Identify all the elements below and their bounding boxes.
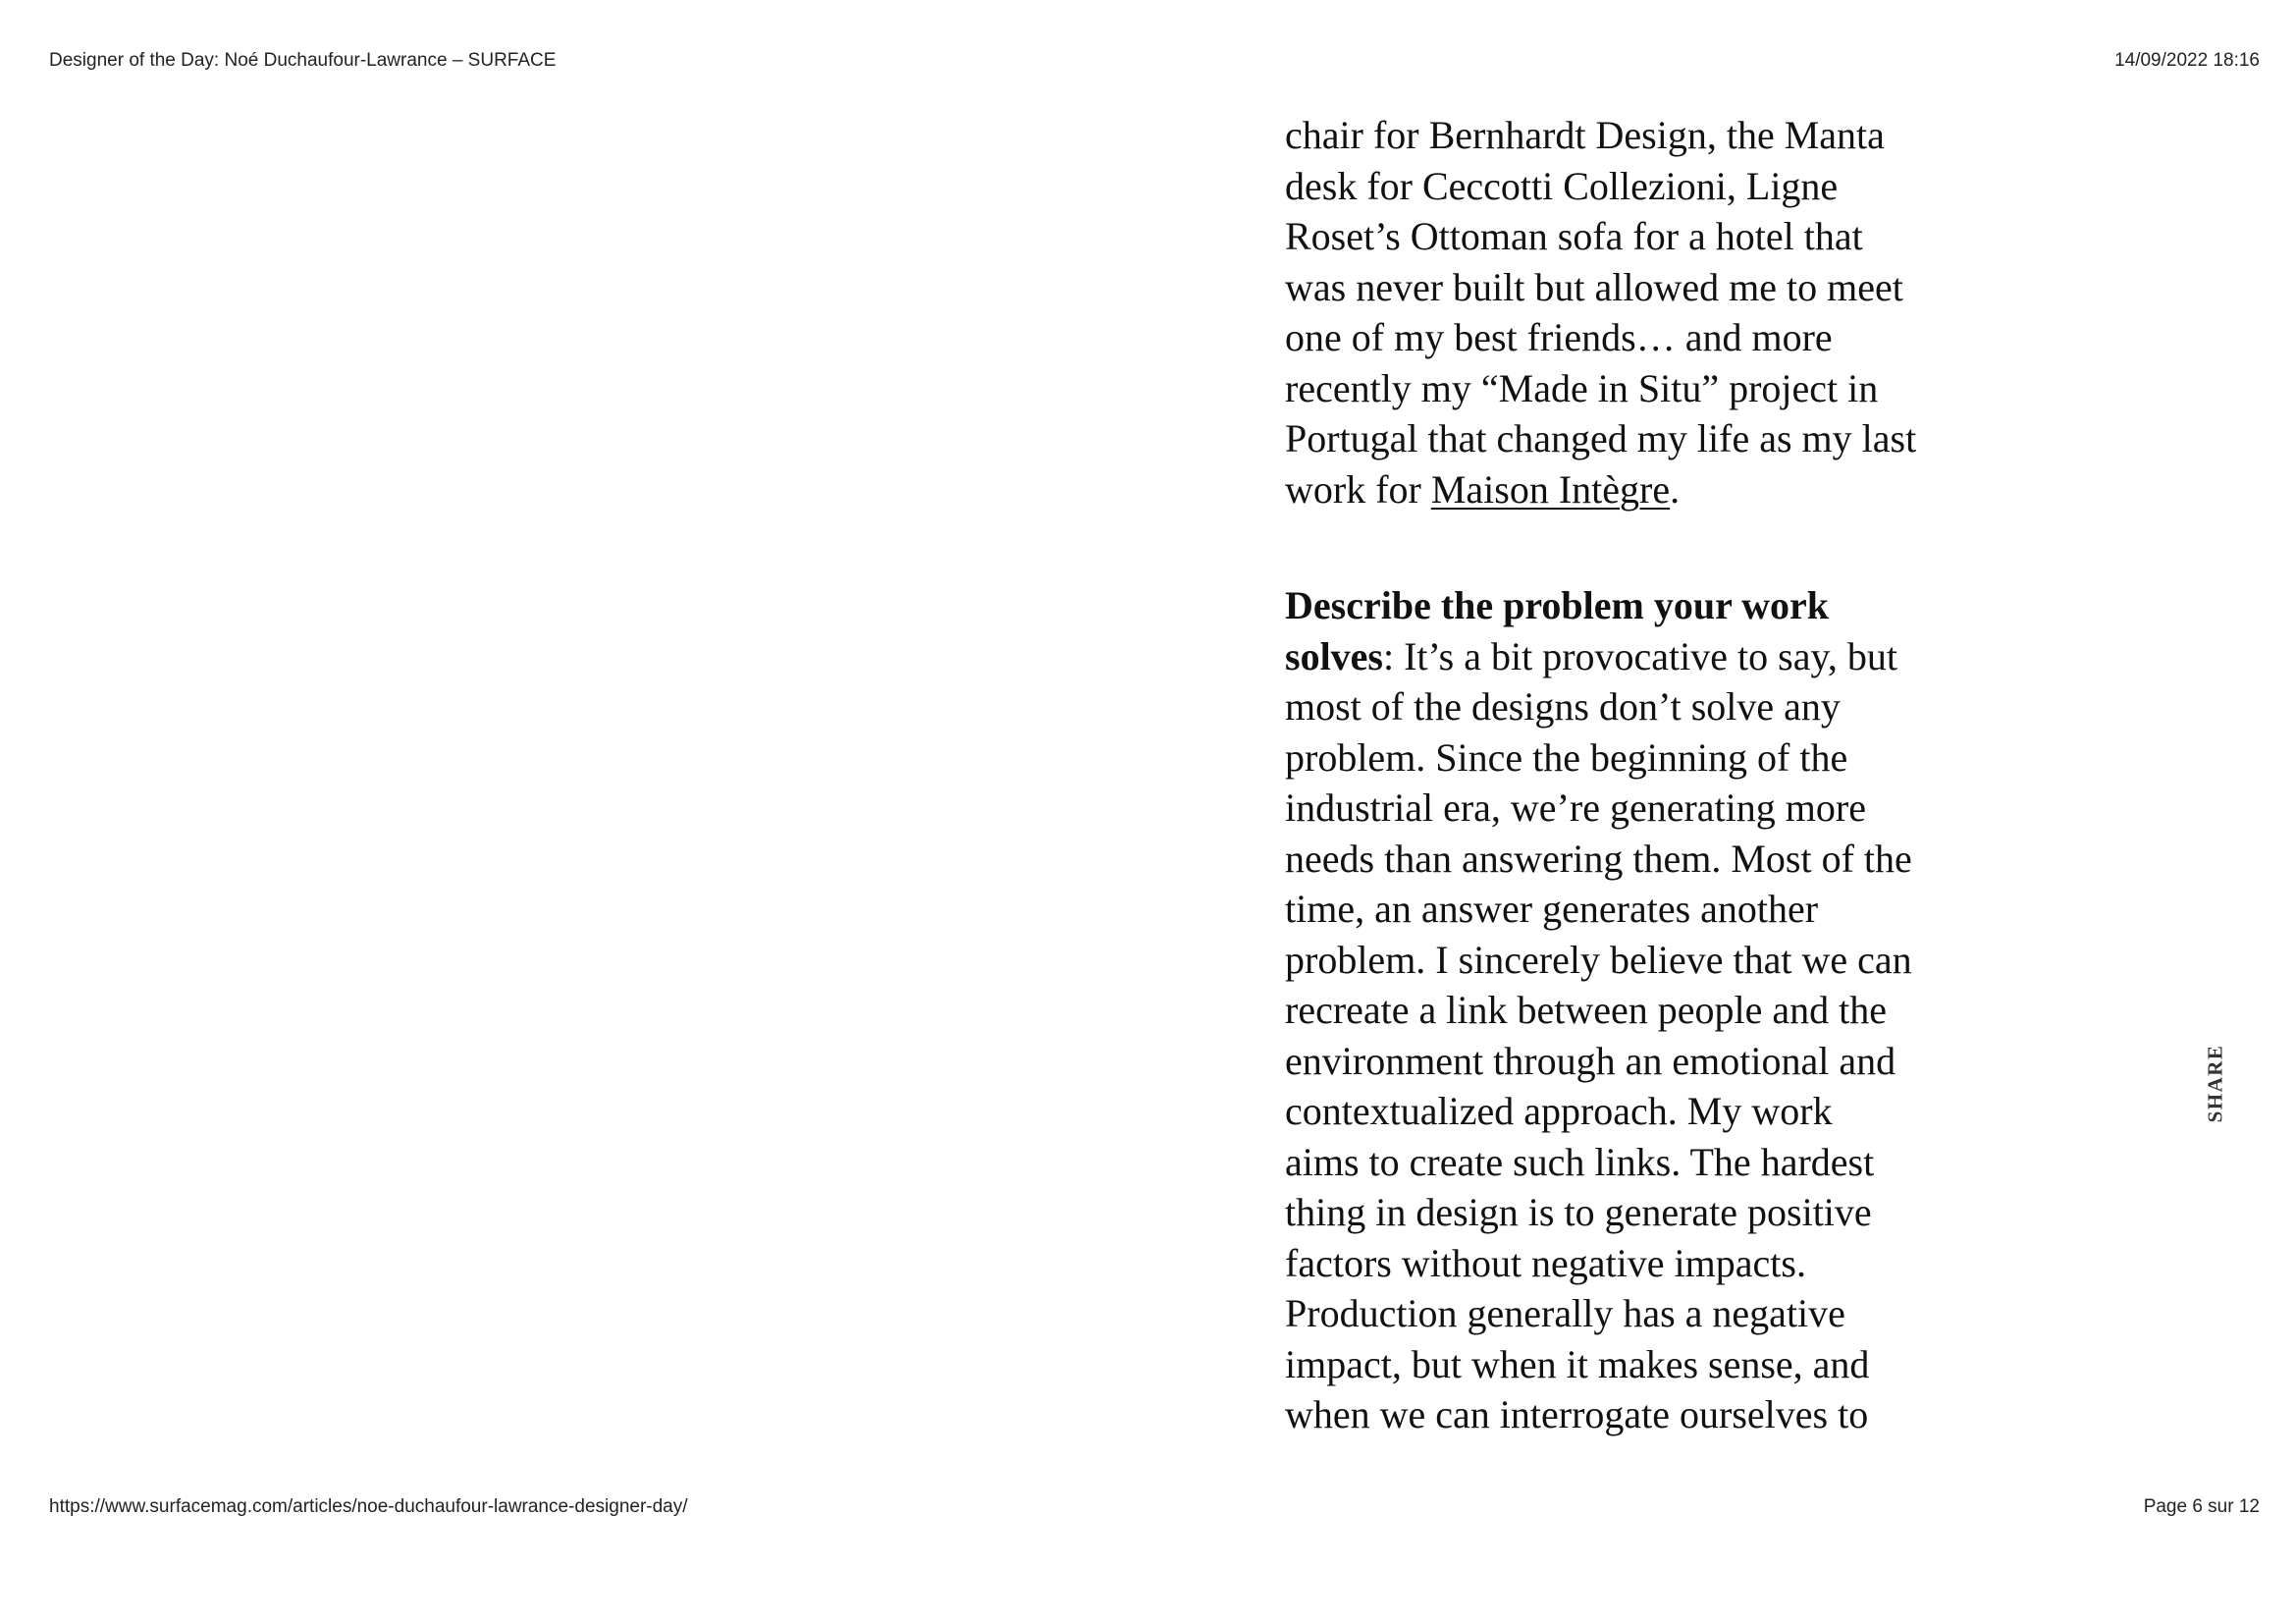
text-line: chair for Bernhardt Design, the Manta [1285,113,1885,157]
text-line: needs than answering them. Most of the [1285,836,1912,881]
text-line: industrial era, we’re generating more [1285,785,1866,830]
text-line: environment through an emotional and [1285,1038,1896,1083]
text-line: Portugal that changed my life as my last [1285,416,1917,460]
text-fragment: . [1670,466,1681,512]
text-line: contextualized approach. My work [1285,1089,1833,1133]
text-line [1285,464,1992,515]
text-line: most of the designs don’t solve any [1285,684,1841,729]
text-line: when we can interrogate ourselves to [1285,1392,1869,1436]
question-heading-end: solves [1285,633,1383,678]
text-line: Production generally has a negative [1285,1291,1845,1335]
text-line: thing in design is to generate positive [1285,1190,1872,1234]
text-line: impact, but when it makes sense, and [1285,1341,1870,1386]
print-footer-url: https://www.surfacemag.com/articles/noe-duchaufour-lawrance-designer-day/ [49,1496,688,1517]
text-line: problem. Since the beginning of the [1285,734,1848,780]
text-line: aims to create such links. The hardest [1285,1139,1875,1184]
text-line: problem. I sincerely believe that we can [1285,937,1912,982]
text-fragment: : It’s a bit provocative to say, but [1383,633,1897,678]
text-line: recently my “Made in Situ” project in [1285,365,1879,410]
text-line: desk for Ceccotti Collezioni, Ligne [1285,163,1839,208]
print-header-datetime: 14/09/2022 18:16 [2114,50,2260,71]
text-fragment: work for [1285,466,1431,512]
share-label: SHARE [2203,1044,2227,1122]
text-line: factors without negative impacts. [1285,1240,1806,1285]
text-line: recreate a link between people and the [1285,988,1888,1032]
text-line: was never built but allowed me to meet [1285,264,1903,309]
share-button[interactable] [2196,1039,2235,1127]
text-line: one of my best friends… and more [1285,315,1833,359]
question-heading: Describe the problem your work [1285,583,1830,627]
article-body [1285,110,1992,1440]
text-line: time, an answer generates another [1285,887,1819,931]
paragraph-projects [1285,110,1992,514]
text-line: Roset’s Ottoman sofa for a hotel that [1285,214,1863,258]
print-footer-page-number: Page 6 sur 12 [2143,1496,2260,1517]
maison-integre-link[interactable]: Maison Intègre [1430,466,1671,512]
paragraph-problem [1285,580,1992,1440]
print-header-page-title: Designer of the Day: Noé Duchaufour-Lawrance – SURFACE [49,50,557,71]
text-line [1285,631,1992,682]
